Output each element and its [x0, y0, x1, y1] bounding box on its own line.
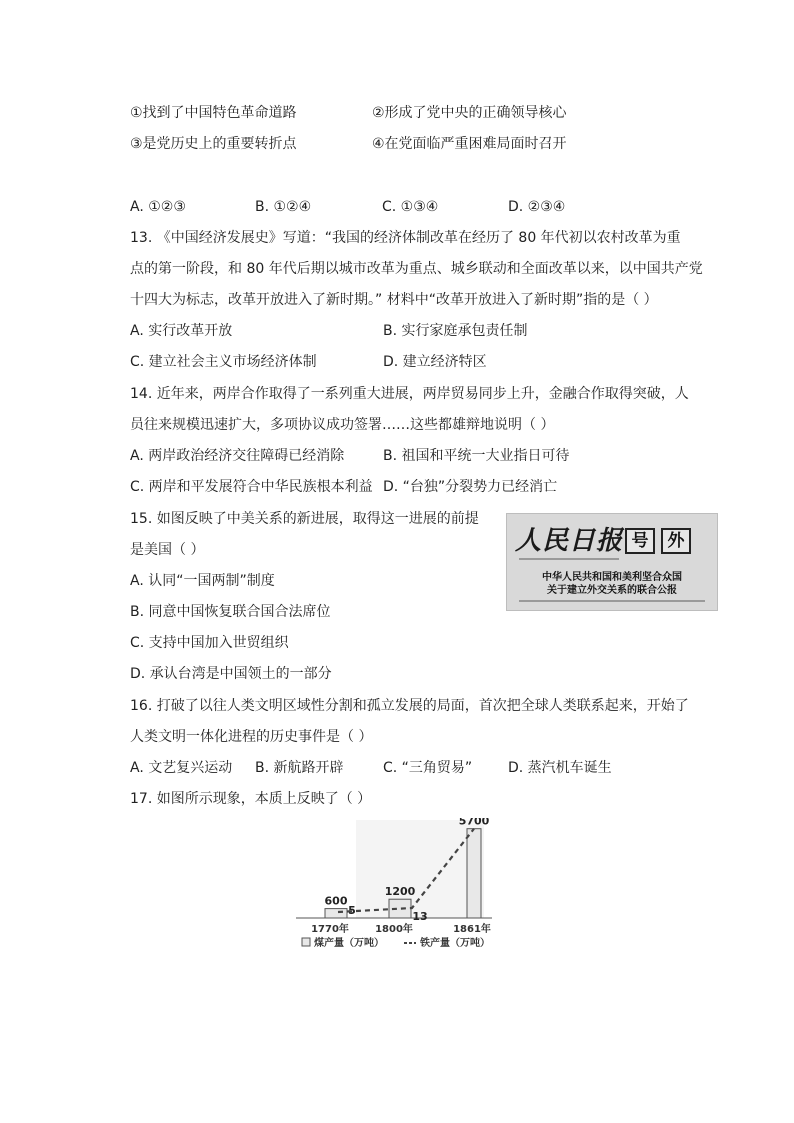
production-chart — [296, 818, 502, 974]
chart-category-label-0: 1770年 — [311, 924, 349, 935]
q14-option-a[interactable]: A. 两岸政治经济交往障碍已经消除 — [130, 448, 345, 464]
option-d[interactable]: D. ②③④ — [508, 199, 566, 215]
newspaper-box-1: 号 — [625, 528, 655, 554]
chart-legend-coal-label: 煤产量（万吨） — [314, 938, 384, 949]
newspaper-headline-2: 关于建立外交关系的联合公报 — [547, 585, 677, 596]
chart-legend-iron-label: 铁产量（万吨） — [420, 938, 490, 949]
q14-option-d[interactable]: D. “台独”分裂势力已经消亡 — [383, 479, 558, 495]
q16-option-b[interactable]: B. 新航路开辟 — [255, 760, 344, 776]
q15-text-line2: 是美国（ ） — [130, 542, 205, 558]
chart-line-label-1: 13 — [412, 910, 428, 923]
chart-line-label-0: 5 — [348, 904, 356, 917]
q15-text-line1: 15. 如图反映了中美关系的新进展，取得这一进展的前提 — [130, 511, 479, 527]
q15-option-b[interactable]: B. 同意中国恢复联合国合法席位 — [130, 604, 331, 620]
q14-text-line1: 14. 近年来，两岸合作取得了一系列重大进展，两岸贸易同步上升，金融合作取得突破，人 — [130, 386, 689, 402]
chart-bar-label-1: 1200 — [384, 885, 416, 899]
q15-option-c[interactable]: C. 支持中国加入世贸组织 — [130, 635, 289, 651]
q14-option-b[interactable]: B. 祖国和平统一大业指日可待 — [383, 448, 570, 464]
chart-category-label-1: 1800年 — [375, 924, 413, 935]
chart-category-label-2: 1861年 — [453, 924, 491, 935]
chart-background — [356, 820, 484, 918]
q16-option-a[interactable]: A. 文艺复兴运动 — [130, 760, 233, 776]
statement-1: ①找到了中国特色革命道路 — [130, 105, 297, 121]
newspaper-headline-1: 中华人民共和国和美利坚合众国 — [542, 572, 682, 583]
q15-option-a[interactable]: A. 认同“一国两制”制度 — [130, 573, 275, 589]
q13-option-b[interactable]: B. 实行家庭承包责任制 — [383, 323, 528, 339]
q13-option-a[interactable]: A. 实行改革开放 — [130, 323, 233, 339]
q16-text-line1: 16. 打破了以往人类文明区域性分割和孤立发展的局面，首次把全球人类联系起来，开始了 — [130, 698, 689, 714]
chart-bar-label-0: 600 — [324, 894, 348, 908]
newspaper-fineprint — [519, 600, 705, 602]
q15-option-d[interactable]: D. 承认台湾是中国领土的一部分 — [130, 666, 332, 682]
q13-option-d[interactable]: D. 建立经济特区 — [383, 354, 487, 370]
option-c[interactable]: C. ①③④ — [382, 199, 439, 215]
statement-2: ②形成了党中央的正确领导核心 — [372, 105, 567, 121]
q13-option-c[interactable]: C. 建立社会主义市场经济体制 — [130, 354, 317, 370]
newspaper-masthead: 人民日报 — [515, 526, 624, 556]
chart-bar-coal-2 — [467, 829, 481, 918]
statement-4: ④在党面临严重困难局面时召开 — [372, 136, 567, 152]
newspaper-image — [506, 513, 718, 611]
statement-3: ③是党历史上的重要转折点 — [130, 136, 297, 152]
q14-option-c[interactable]: C. 两岸和平发展符合中华民族根本利益 — [130, 479, 373, 495]
q13-text-line3: 十四大为标志，改革开放进入了新时期。” 材料中“改革开放进入了新时期”指的是（ ） — [130, 292, 658, 308]
q13-text-line1: 13. 《中国经济发展史》写道：“我国的经济体制改革在经历了 80 年代初以农村改革为重 — [130, 230, 681, 246]
q13-text-line2: 点的第一阶段，和 80 年代后期以城市改革为重点、城乡联动和全面改革以来，以中国共产党 — [130, 261, 703, 277]
newspaper-fineprint — [519, 558, 619, 560]
chart-legend-coal-swatch — [302, 938, 310, 946]
q14-text-line2: 员往来规模迅速扩大，多项协议成功签署……这些都雄辩地说明（ ） — [130, 417, 555, 433]
newspaper-box-2: 外 — [661, 528, 691, 554]
q17-text-line1: 17. 如图所示现象，本质上反映了（ ） — [130, 791, 372, 807]
option-a[interactable]: A. ①②③ — [130, 199, 186, 215]
q16-text-line2: 人类文明一体化进程的历史事件是（ ） — [130, 729, 373, 745]
q16-option-d[interactable]: D. 蒸汽机车诞生 — [508, 760, 612, 776]
chart-bar-coal-0 — [325, 909, 347, 918]
q16-option-c[interactable]: C. “三角贸易” — [383, 760, 473, 776]
option-b[interactable]: B. ①②④ — [255, 199, 312, 215]
chart-bar-label-2: 5700 — [458, 818, 490, 828]
production-chart-svg — [296, 818, 502, 970]
